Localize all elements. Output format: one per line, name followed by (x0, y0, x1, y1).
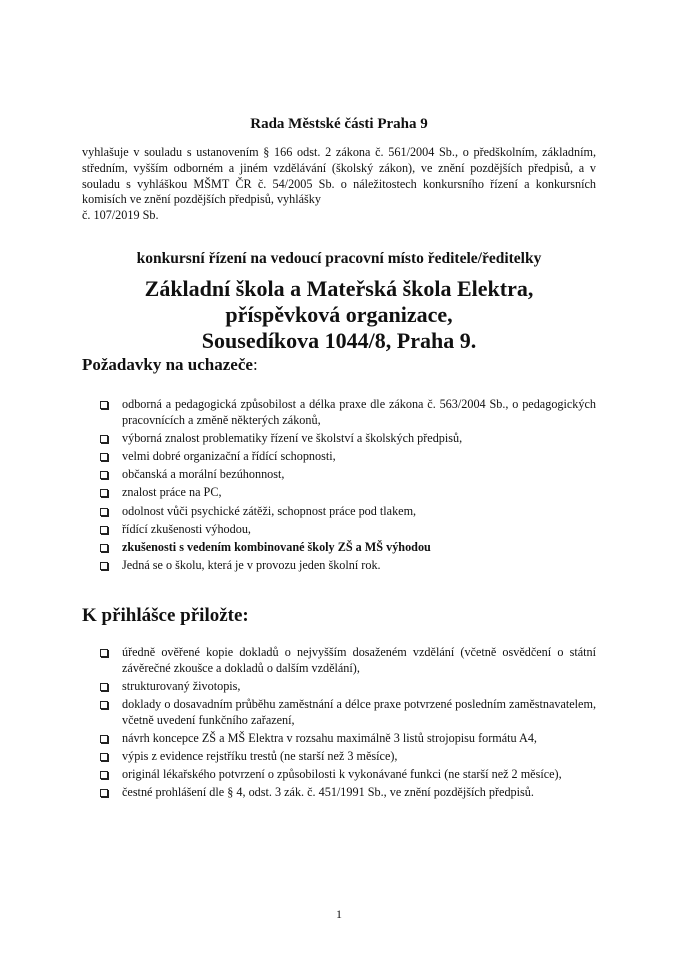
list-item-text: odborná a pedagogická způsobilost a délka praxe dle zákona č. 563/2004 Sb., o pedagogických pracovnících a změně některých zákonů, (122, 397, 596, 427)
list-item (100, 485, 596, 501)
square-bullet-icon (100, 683, 108, 691)
council-title: Rada Městské části Praha 9 (250, 116, 428, 132)
list-item (100, 731, 596, 747)
list-item-text: znalost práce na PC, (122, 485, 222, 500)
list-item (100, 431, 596, 447)
square-bullet-icon (100, 753, 108, 761)
square-bullet-icon (100, 471, 108, 479)
list-item (100, 449, 596, 465)
list-item (100, 558, 596, 574)
list-item-text: čestné prohlášení dle § 4, odst. 3 zák. č. 451/1991 Sb., ve znění pozdějších předpisů. (122, 785, 534, 800)
square-bullet-icon (100, 435, 108, 443)
list-item (100, 785, 596, 801)
attachments-heading: K přihlášce přiložte: (82, 605, 249, 626)
square-bullet-icon (100, 771, 108, 779)
list-item-text: Jedná se o školu, která je v provozu jeden školní rok. (122, 558, 381, 573)
list-item (100, 645, 596, 676)
list-item-text: občanská a morální bezúhonnost, (122, 467, 285, 482)
list-item (100, 397, 596, 428)
school-address-line: Sousedíkova 1044/8, Praha 9. (201, 328, 477, 353)
list-item (100, 467, 596, 483)
list-item-text: odolnost vůči psychické zátěži, schopnost práce pod tlakem, (122, 503, 417, 518)
list-item-text: výpis z evidence rejstříku trestů (ne starší než 3 měsíce), (122, 748, 398, 763)
square-bullet-icon (100, 489, 108, 497)
list-item (100, 522, 596, 538)
list-item-text: řídící zkušenosti výhodou, (122, 521, 251, 536)
square-bullet-icon (100, 544, 108, 552)
square-bullet-icon (100, 508, 108, 516)
requirements-list (100, 397, 596, 576)
list-item (100, 749, 596, 765)
school-type-line: příspěvková organizace, (225, 302, 453, 327)
competition-subtitle: konkursní řízení na vedoucí pracovní místo ředitele/ředitelky (136, 250, 542, 267)
list-item (100, 767, 596, 783)
square-bullet-icon (100, 701, 108, 709)
square-bullet-icon (100, 789, 108, 797)
square-bullet-icon (100, 453, 108, 461)
list-item (100, 504, 596, 520)
square-bullet-icon (100, 649, 108, 657)
square-bullet-icon (100, 401, 108, 409)
requirements-heading (82, 355, 258, 375)
list-item-text: zkušenosti s vedením kombinované školy ZŠ a MŠ výhodou (122, 539, 431, 554)
list-item-text: výborná znalost problematiky řízení ve školství a školských předpisů, (122, 430, 463, 445)
list-item-text: velmi dobré organizační a řídící schopnosti, (122, 448, 336, 463)
list-item (100, 540, 596, 556)
list-item (100, 679, 596, 695)
square-bullet-icon (100, 526, 108, 534)
intro-paragraph (82, 145, 596, 224)
intro-text-last: č. 107/2019 Sb. (82, 208, 159, 223)
square-bullet-icon (100, 735, 108, 743)
requirements-heading-colon: : (252, 355, 258, 374)
list-item-text: doklady o dosavadním průběhu zaměstnání a délce praxe potvrzené posledním zaměstnavatelem, včetně uvedení funkčního zařazení, (122, 696, 596, 727)
list-item-text: strukturovaný životopis, (122, 678, 241, 693)
page-number: 1 (336, 907, 342, 921)
intro-text: vyhlašuje v souladu s ustanovením § 166 odst. 2 zákona č. 561/2004 Sb., o předškolním, základním, středním, vyšším odborném a jiném vzdělávání (školský zákon), ve znění pozdějších předpisů, a v souladu s vyhláškou MŠMT ČR č. 54/2005 Sb. o náležitostech konkursního řízení a konkursních komisích ve znění pozdějších předpisů, vyhlášky (82, 145, 596, 207)
attachments-list (100, 645, 596, 804)
requirements-heading-text: Požadavky na uchazeče (82, 355, 253, 374)
square-bullet-icon (100, 562, 108, 570)
list-item-text: úředně ověřené kopie dokladů o nejvyšším dosaženém vzdělání (včetně osvědčení o státní závěrečné zkoušce a dokladů o dalším vzdělání), (122, 645, 596, 675)
list-item-text: návrh koncepce ZŠ a MŠ Elektra v rozsahu maximálně 3 listů strojopisu formátu A4, (122, 730, 537, 745)
school-name-line: Základní škola a Mateřská škola Elektra, (144, 276, 534, 301)
list-item-text: originál lékařského potvrzení o způsobilosti k vykonávané funkci (ne starší než 2 měsíce), (122, 767, 562, 782)
school-name-block (0, 276, 678, 354)
list-item (100, 697, 596, 728)
